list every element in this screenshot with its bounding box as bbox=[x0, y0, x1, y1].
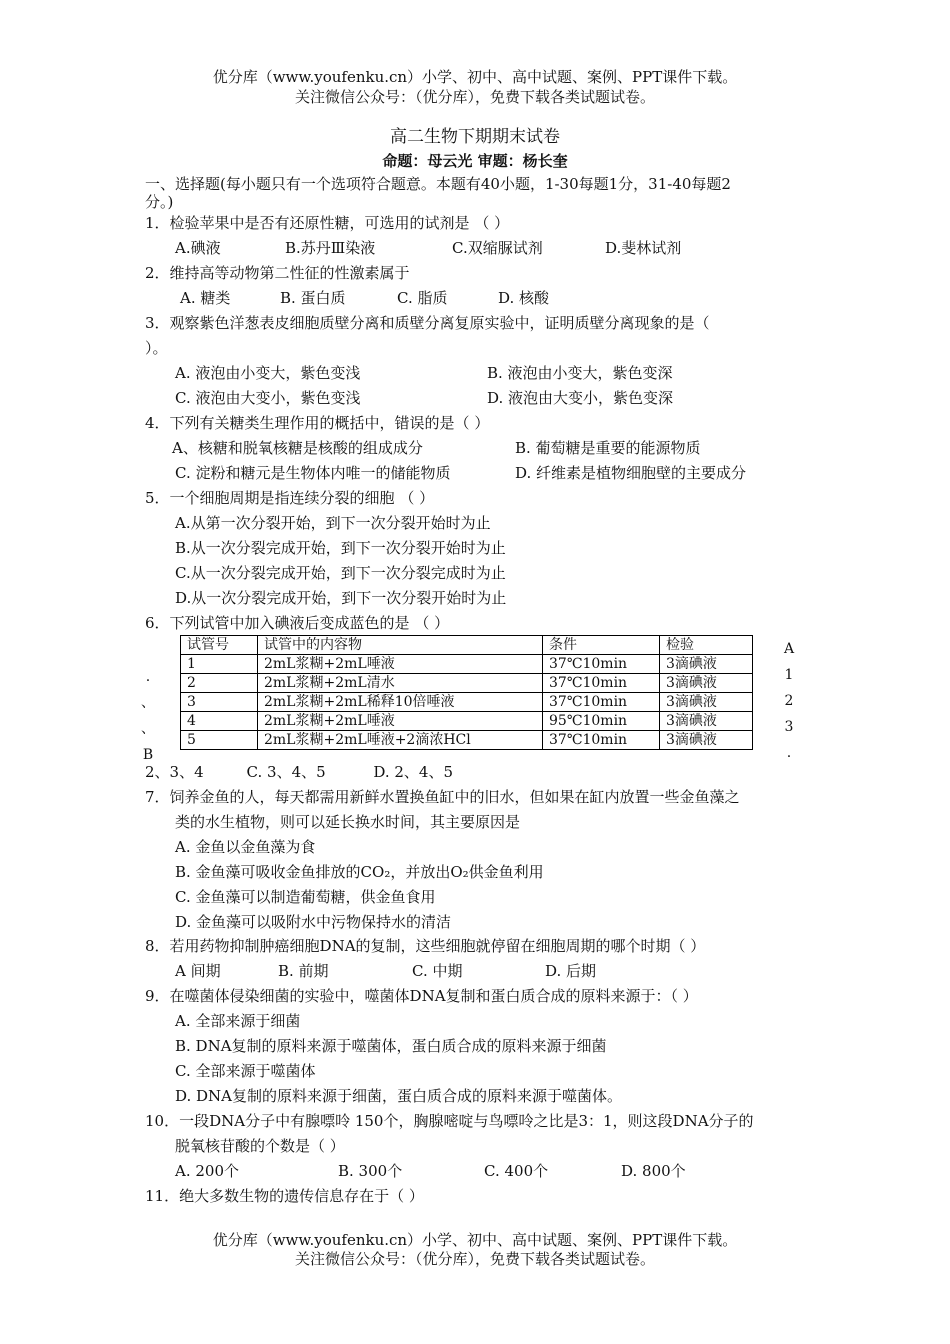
q1-option-b: B.苏丹Ⅲ染液 bbox=[285, 239, 376, 257]
section-heading-cont: 分。) bbox=[145, 193, 174, 211]
section-heading: 一、选择题(每小题只有一个选项符合题意。本题有40小题，1-30每题1分，31-40每题2 bbox=[145, 175, 731, 193]
table-cell: 2mL浆糊+2mL唾液 bbox=[258, 712, 543, 731]
q1-stem: 1．检验苹果中是否有还原性糖，可选用的试剂是 （ ） bbox=[145, 214, 510, 232]
table-cell: 3滴碘液 bbox=[660, 693, 753, 712]
q7-option-c: C. 金鱼藻可以制造葡萄糖，供金鱼食用 bbox=[175, 888, 436, 906]
q7-stem-cont: 类的水生植物，则可以延长换水时间，其主要原因是 bbox=[175, 813, 521, 831]
q3-stem-cont: ）。 bbox=[145, 339, 168, 357]
q5-option-a: A.从第一次分裂开始，到下一次分裂开始时为止 bbox=[175, 514, 491, 532]
table-cell: 2mL浆糊+2mL唾液 bbox=[258, 655, 543, 674]
q10-option-a: A. 200个 bbox=[175, 1162, 239, 1180]
q11-stem: 11．绝大多数生物的遗传信息存在于（ ） bbox=[145, 1187, 424, 1205]
table-header-cell: 试管中的内容物 bbox=[258, 636, 543, 655]
q5-option-b: B.从一次分裂完成开始，到下一次分裂开始时为止 bbox=[175, 539, 506, 557]
q5-stem: 5．一个细胞周期是指连续分裂的细胞 （ ） bbox=[145, 489, 435, 507]
table-cell: 37℃10min bbox=[543, 693, 660, 712]
q2-option-a: A. 糖类 bbox=[180, 289, 231, 307]
table-cell: 1 bbox=[181, 655, 258, 674]
table-cell: 4 bbox=[181, 712, 258, 731]
table-cell: 37℃10min bbox=[543, 731, 660, 750]
q6-left-char: . bbox=[145, 669, 151, 685]
q6-left-char: 、 bbox=[141, 695, 155, 711]
q10-option-b: B. 300个 bbox=[338, 1162, 403, 1180]
table-cell: 3滴碘液 bbox=[660, 712, 753, 731]
q9-option-a: A. 全部来源于细菌 bbox=[175, 1012, 301, 1030]
q10-option-c: C. 400个 bbox=[484, 1162, 549, 1180]
table-cell: 37℃10min bbox=[543, 655, 660, 674]
q2-option-b: B. 蛋白质 bbox=[280, 289, 346, 307]
q1-option-a: A.碘液 bbox=[175, 239, 221, 257]
table-row bbox=[181, 674, 753, 693]
q3-option-c: C. 液泡由大变小，紫色变浅 bbox=[175, 389, 361, 407]
q10-stem-cont: 脱氧核苷酸的个数是（ ） bbox=[175, 1137, 345, 1155]
table-header-cell: 检验 bbox=[660, 636, 753, 655]
q9-option-b: B. DNA复制的原料来源于噬菌体，蛋白质合成的原料来源于细菌 bbox=[175, 1037, 607, 1055]
q8-option-b: B. 前期 bbox=[278, 962, 329, 980]
table-header-row bbox=[181, 636, 753, 655]
q5-option-d: D.从一次分裂完成开始，到下一次分裂开始时为止 bbox=[175, 589, 507, 607]
q10-option-d: D. 800个 bbox=[621, 1162, 686, 1180]
q7-stem: 7．饲养金鱼的人，每天都需用新鲜水置换鱼缸中的旧水，但如果在缸内放置一些金鱼藻之 bbox=[145, 788, 740, 806]
q8-stem: 8．若用药物抑制肿癌细胞DNA的复制，这些细胞就停留在细胞周期的哪个时期（ ） bbox=[145, 937, 706, 955]
q7-option-d: D. 金鱼藻可以吸附水中污物保持水的清洁 bbox=[175, 913, 452, 931]
q6-left-char: 、 bbox=[141, 721, 155, 737]
table-cell: 37℃10min bbox=[543, 674, 660, 693]
table-cell: 2mL浆糊+2mL清水 bbox=[258, 674, 543, 693]
q4-stem: 4．下列有关糖类生理作用的概括中，错误的是（ ） bbox=[145, 414, 490, 432]
table-cell: 3滴碘液 bbox=[660, 731, 753, 750]
table-cell: 3滴碘液 bbox=[660, 655, 753, 674]
q6-options: 2、3、4 C. 3、4、5 D. 2、4、5 bbox=[145, 763, 453, 781]
q3-option-b: B. 液泡由小变大，紫色变深 bbox=[487, 364, 673, 382]
table-cell: 2 bbox=[181, 674, 258, 693]
q6-left-char: B bbox=[142, 747, 154, 763]
q4-option-d: D. 纤维素是植物细胞壁的主要成分 bbox=[515, 464, 747, 482]
table-header-cell: 试管号 bbox=[181, 636, 258, 655]
q6-right-char: 3 bbox=[784, 719, 794, 735]
q2-option-d: D. 核酸 bbox=[498, 289, 550, 307]
table-row bbox=[181, 712, 753, 731]
q9-option-c: C. 全部来源于噬菌体 bbox=[175, 1062, 316, 1080]
table-cell: 5 bbox=[181, 731, 258, 750]
footer-line-1: 优分库（www.youfenku.cn）小学、初中、高中试题、案例、PPT课件下载。 bbox=[212, 1231, 738, 1249]
q6-right-char: 2 bbox=[784, 693, 794, 709]
q6-right-margin-text bbox=[782, 636, 796, 766]
table-row bbox=[181, 655, 753, 674]
q6-table bbox=[180, 635, 753, 750]
q3-stem: 3．观察紫色洋葱表皮细胞质壁分离和质壁分离复原实验中，证明质壁分离现象的是（ bbox=[145, 314, 710, 332]
q4-option-a: A、核糖和脱氧核糖是核酸的组成成分 bbox=[172, 439, 423, 457]
q9-option-d: D. DNA复制的原料来源于细菌，蛋白质合成的原料来源于噬菌体。 bbox=[175, 1087, 623, 1105]
footer-line-2: 关注微信公众号：（优分库），免费下载各类试题试卷。 bbox=[294, 1250, 655, 1268]
q5-option-c: C.从一次分裂完成开始，到下一次分裂完成时为止 bbox=[175, 564, 506, 582]
q3-option-a: A. 液泡由小变大，紫色变浅 bbox=[175, 364, 361, 382]
q6-right-char: 1 bbox=[784, 667, 794, 683]
q2-stem: 2．维持高等动物第二性征的性激素属于 bbox=[145, 264, 410, 282]
header-line-1: 优分库（www.youfenku.cn）小学、初中、高中试题、案例、PPT课件下载。 bbox=[212, 68, 738, 86]
authors-line: 命题：母云光 审题：杨长奎 bbox=[382, 152, 568, 170]
page-title: 高二生物下期期末试卷 bbox=[390, 127, 560, 147]
q1-option-c: C.双缩脲试剂 bbox=[452, 239, 543, 257]
table-cell: 3滴碘液 bbox=[660, 674, 753, 693]
q6-right-char: . bbox=[786, 745, 792, 761]
q10-stem: 10．一段DNA分子中有腺嘌呤 150个，胸腺嘧啶与鸟嘌呤之比是3：1，则这段DNA分子的 bbox=[145, 1112, 754, 1130]
q1-option-d: D.斐林试剂 bbox=[605, 239, 682, 257]
table-cell: 3 bbox=[181, 693, 258, 712]
q4-option-b: B. 葡萄糖是重要的能源物质 bbox=[515, 439, 701, 457]
q2-option-c: C. 脂质 bbox=[397, 289, 448, 307]
q7-option-a: A. 金鱼以金鱼藻为食 bbox=[175, 838, 316, 856]
table-row bbox=[181, 731, 753, 750]
q3-option-d: D. 液泡由大变小，紫色变深 bbox=[487, 389, 674, 407]
table-cell: 2mL浆糊+2mL稀释10倍唾液 bbox=[258, 693, 543, 712]
header-line-2: 关注微信公众号：（优分库），免费下载各类试题试卷。 bbox=[294, 88, 655, 106]
table-row bbox=[181, 693, 753, 712]
q6-left-margin-text bbox=[141, 664, 155, 768]
q6-right-char: A bbox=[783, 641, 795, 657]
q6-stem: 6．下列试管中加入碘液后变成蓝色的是 （ ） bbox=[145, 614, 450, 632]
table-cell: 95℃10min bbox=[543, 712, 660, 731]
q8-option-d: D. 后期 bbox=[545, 962, 597, 980]
q8-option-a: A 间期 bbox=[175, 962, 221, 980]
table-header-cell: 条件 bbox=[543, 636, 660, 655]
table-cell: 2mL浆糊+2mL唾液+2滴浓HCl bbox=[258, 731, 543, 750]
q9-stem: 9．在噬菌体侵染细菌的实验中，噬菌体DNA复制和蛋白质合成的原料来源于：（ ） bbox=[145, 987, 698, 1005]
q7-option-b: B. 金鱼藻可吸收金鱼排放的CO₂，并放出O₂供金鱼利用 bbox=[175, 863, 544, 881]
q4-option-c: C. 淀粉和糖元是生物体内唯一的储能物质 bbox=[175, 464, 451, 482]
q8-option-c: C. 中期 bbox=[412, 962, 463, 980]
